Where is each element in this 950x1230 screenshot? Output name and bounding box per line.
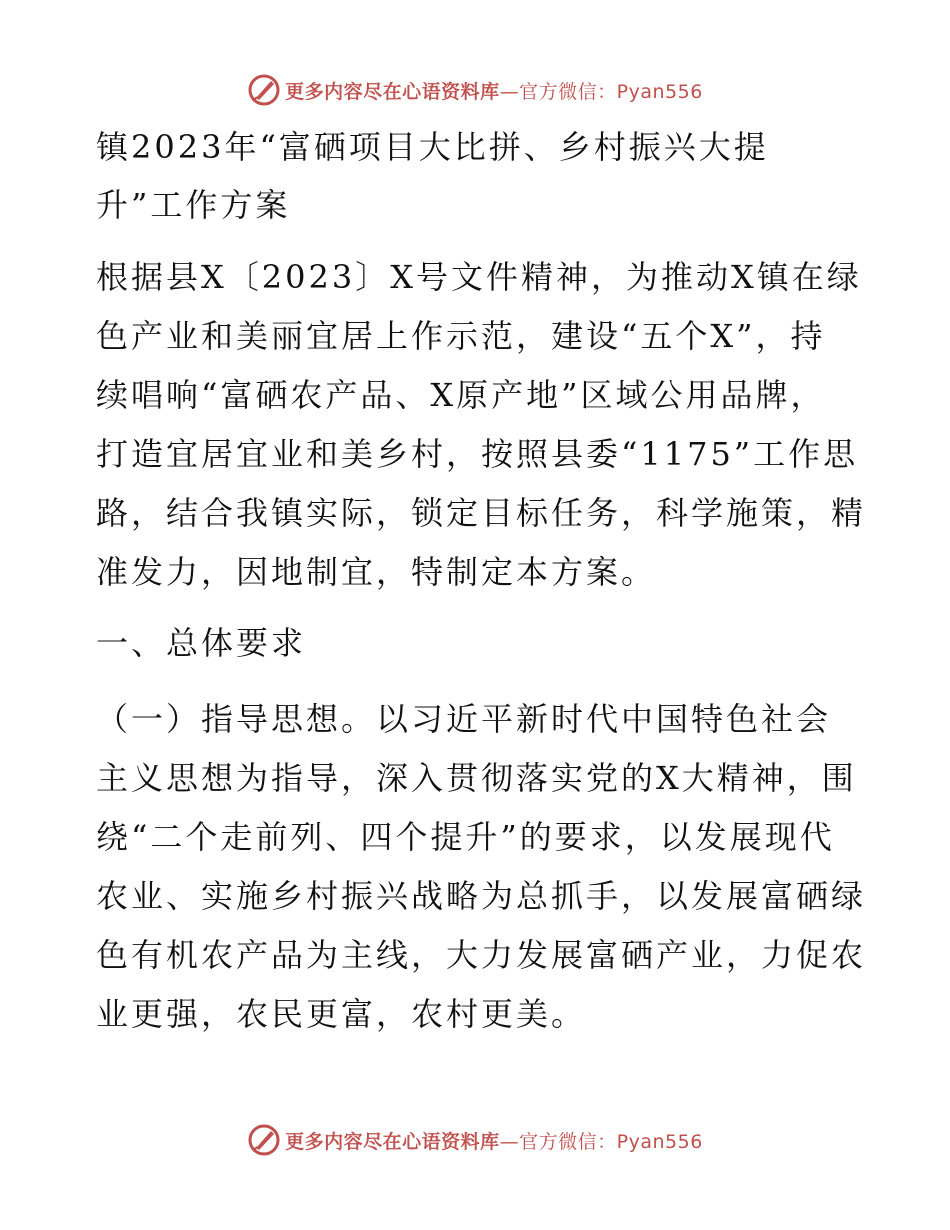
title-line: 升”工作方案 bbox=[96, 186, 291, 224]
paragraph-line: 色产业和美丽宜居上作示范，建设“五个X”，持 bbox=[96, 317, 826, 355]
header-promo-text: 更多内容尽在心语资料库 bbox=[285, 80, 500, 103]
guiding-thought-paragraph bbox=[96, 690, 867, 1044]
header-wechat-text: —官方微信：Pyan556 bbox=[499, 80, 703, 103]
intro-paragraph bbox=[96, 248, 867, 602]
footer-wechat-text: —官方微信：Pyan556 bbox=[499, 1130, 703, 1153]
paragraph-line: 绕“二个走前列、四个提升”的要求，以发展现代 bbox=[96, 818, 835, 856]
paragraph-line: 根据县X〔2023〕X号文件精神，为推动X镇在绿 bbox=[96, 258, 862, 296]
footer-promo-text: 更多内容尽在心语资料库 bbox=[285, 1130, 500, 1153]
paragraph-line: 打造宜居宜业和美乡村，按照县委“1175”工作思 bbox=[96, 435, 859, 473]
header-watermark-banner bbox=[0, 70, 950, 110]
paragraph-line: （一）指导思想。以习近平新时代中国特色社会 bbox=[96, 700, 832, 738]
document-title bbox=[96, 118, 856, 234]
section-heading bbox=[96, 614, 856, 673]
title-line: 镇2023年“富硒项目大比拼、乡村振兴大提 bbox=[96, 128, 769, 166]
paragraph-line: 色有机农产品为主线，大力发展富硒产业，力促农 bbox=[96, 936, 867, 974]
paragraph-line: 续唱响“富硒农产品、X原产地”区域公用品牌， bbox=[96, 376, 826, 414]
quill-logo-icon bbox=[247, 1123, 281, 1157]
quill-logo-icon bbox=[247, 73, 281, 107]
paragraph-line: 业更强，农民更富，农村更美。 bbox=[96, 995, 587, 1033]
paragraph-line: 路，结合我镇实际，锁定目标任务，科学施策，精 bbox=[96, 494, 867, 532]
footer-watermark-banner bbox=[0, 1120, 950, 1160]
paragraph-line: 农业、实施乡村振兴战略为总抓手，以发展富硒绿 bbox=[96, 877, 867, 915]
paragraph-line: 准发力，因地制宜，特制定本方案。 bbox=[96, 553, 657, 591]
section-heading-text: 一、总体要求 bbox=[96, 624, 307, 662]
paragraph-line: 主义思想为指导，深入贯彻落实党的X大精神，围 bbox=[96, 759, 857, 797]
